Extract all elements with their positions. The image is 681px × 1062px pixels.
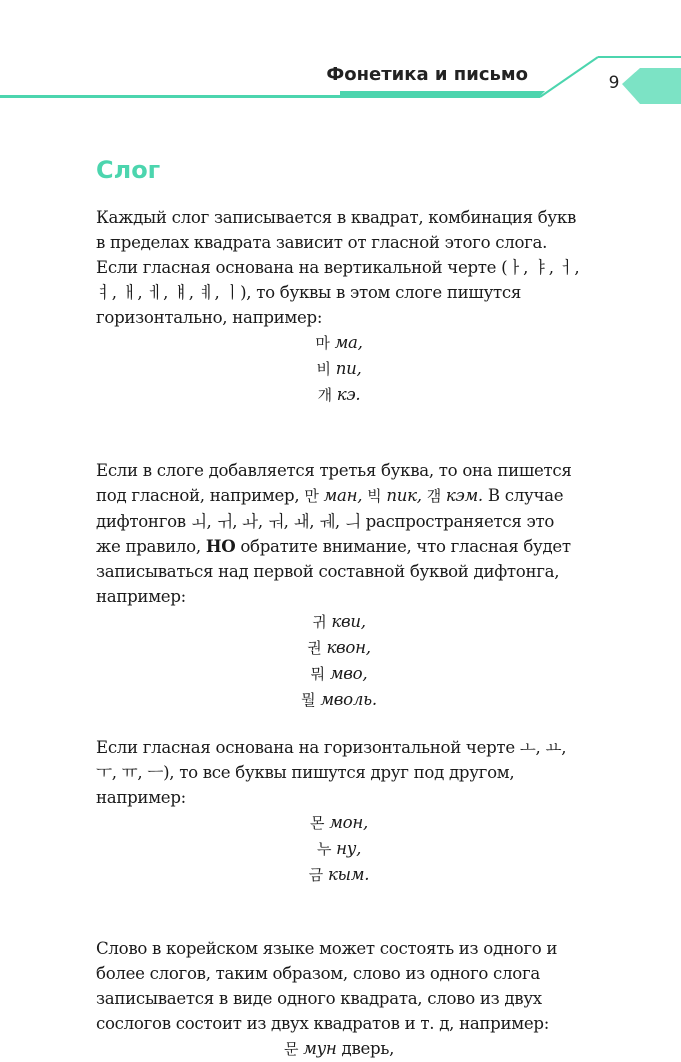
paragraph: Если гласная основана на вертикальной черте (ㅏ, ㅑ, ㅓ, ㅕ, ㅐ, ㅔ, ㅒ, ㅖ, ㅣ), то буквы в этом слоге пишутся горизонтально, например:	[96, 258, 580, 327]
example-line: 누 ну,	[316, 839, 362, 858]
example-line: 마 ма,	[315, 333, 363, 352]
example-line: 몬 мон,	[310, 813, 368, 832]
heading-syllable: Слог	[96, 156, 161, 184]
example-line: 뭐 мво,	[310, 664, 368, 683]
example-line: 금 кым.	[308, 865, 370, 884]
paragraph: Каждый слог записывается в квадрат, комбинация букв в пределах квадрата зависит от гласной этого слога.	[96, 208, 576, 252]
page-number: 9	[608, 73, 620, 93]
paragraph: Если в слоге добавляется третья буква, то она пишется под гласной, например, 만 ман, 빅 пик, 갬 кэм. В случае дифтонгов ㅚ, ㅟ, ㅘ, ㅝ, ㅙ, ㅞ, ㅢ распространяется это же правило, НО обратите внимание, что гласная будет записываться над первой составной буквой дифтонга, например:	[96, 461, 572, 606]
example-line: 비 пи,	[316, 359, 362, 378]
section-title: Фонетика и письмо	[326, 64, 528, 85]
paragraph: Если гласная основана на горизонтальной черте ㅗ, ㅛ, ㅜ, ㅠ, ㅡ), то все буквы пишутся друг под другом, например:	[96, 738, 567, 807]
header-decoration	[0, 0, 681, 120]
example-line: 개 кэ.	[317, 385, 361, 404]
example-line: 귀 кви,	[312, 612, 366, 631]
body-text	[96, 205, 582, 1062]
example-line: 문 мун дверь,	[283, 1039, 395, 1058]
example-line: 권 квон,	[307, 638, 371, 657]
example-line: 뭘 мволь.	[301, 690, 377, 709]
page-header	[0, 0, 681, 120]
paragraph: Слово в корейском языке может состоять из одного и более слогов, таким образом, слово из одного слога записывается в виде одного квадрата, слово из двух сослогов состоит из двух квадратов и т. д, например:	[96, 939, 558, 1033]
